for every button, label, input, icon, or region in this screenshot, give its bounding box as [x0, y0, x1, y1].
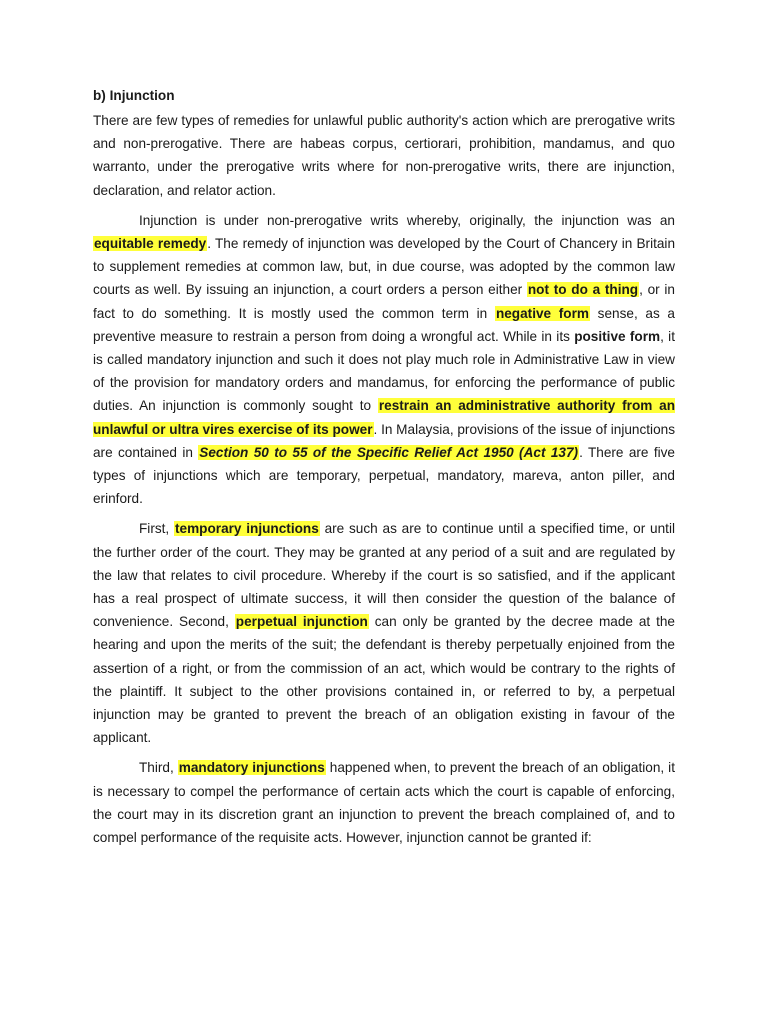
- p2-text-1: Injunction is under non-prerogative writs whereby, originally, the injunction was an: [139, 212, 675, 228]
- paragraph-3: [93, 517, 675, 749]
- highlight-restrain-authority: restrain an administrative authority from an unlawful or ultra vires exercise of its power: [93, 398, 675, 437]
- highlight-perpetual-injunction: perpetual injunction: [235, 614, 368, 630]
- highlight-mandatory-injunctions: mandatory injunctions: [178, 760, 325, 776]
- bold-positive-form: positive form: [574, 328, 661, 344]
- paragraph-1: There are few types of remedies for unlawful public authority's action which are prerogative writs and non-prerogative. There are habeas corpus, certiorari, prohibition, mandamus, and quo warranto, under the prerogative writs where for non-prerogative writs, there are injunction, declaration, and relator action.: [93, 113, 675, 198]
- highlight-equitable-remedy: equitable remedy: [94, 236, 207, 252]
- p2-text-2: . The remedy of injunction was developed by the Court of Chancery in Britain to supplement remedies at common law, but, in due course, was adopted by the common law courts as well. By issuing an injunction, a court orders a person either: [93, 236, 676, 298]
- highlight-temporary-injunctions: temporary injunctions: [175, 521, 319, 537]
- paragraph-4: [93, 756, 675, 849]
- section-heading: b) Injunction: [93, 88, 175, 103]
- document-page: [93, 86, 675, 856]
- highlight-specific-relief-act: Section 50 to 55 of the Specific Relief Act 1950 (Act 137): [199, 444, 579, 460]
- p3-text-2: are such as are to continue until a specified time, or until the further order of the court. They may be granted at any period of a suit and are regulated by the law that relates to civil procedure. Whereby if the court is so satisfied, and if the applicant has a real prospect of ultimate success, it will then consider the question of the balance of convenience. Second,: [93, 521, 675, 630]
- p2-text-7: . There are five types of injunctions which are temporary, perpetual, mandatory, mareva, anton piller, and erinford.: [93, 444, 675, 507]
- p3-text-1: First,: [139, 521, 174, 537]
- p3-text-3: can only be granted by the decree made at the hearing and upon the merits of the suit; the defendant is thereby perpetually enjoined from the assertion of a right, or from the commission of an act, which would be contrary to the rights of the plaintiff. It subject to the other provisions contained in, or referred to by, a perpetual injunction may be granted to prevent the breach of an obligation existing in favour of the applicant.: [93, 614, 675, 746]
- p2-text-3: , or in fact to do something. It is mostly used the common term in: [93, 282, 675, 321]
- paragraph-2: [93, 209, 675, 511]
- p4-text-1: Third,: [139, 760, 178, 776]
- p2-text-5: , it is called mandatory injunction and such it does not play much role in Administrative Law in view of the provision for mandatory orders and mandamus, for enforcing the performance of public duties. An injunction is commonly sought to: [93, 328, 675, 414]
- p4-text-2: happened when, to prevent the breach of an obligation, it is necessary to compel the performance of certain acts which the court is capable of enforcing, the court may in its discretion grant an injunction to prevent the breach complained of, and to compel performance of the requisite acts. However, injunction cannot be granted if:: [93, 760, 675, 846]
- highlight-negative-form: negative form: [495, 305, 589, 321]
- highlight-not-to-do-a-thing: not to do a thing: [527, 282, 639, 298]
- p2-text-4: sense, as a preventive measure to restrain a person from doing a wrongful act. While in its: [93, 305, 675, 344]
- p2-text-6: . In Malaysia, provisions of the issue of injunctions are contained in: [93, 421, 675, 460]
